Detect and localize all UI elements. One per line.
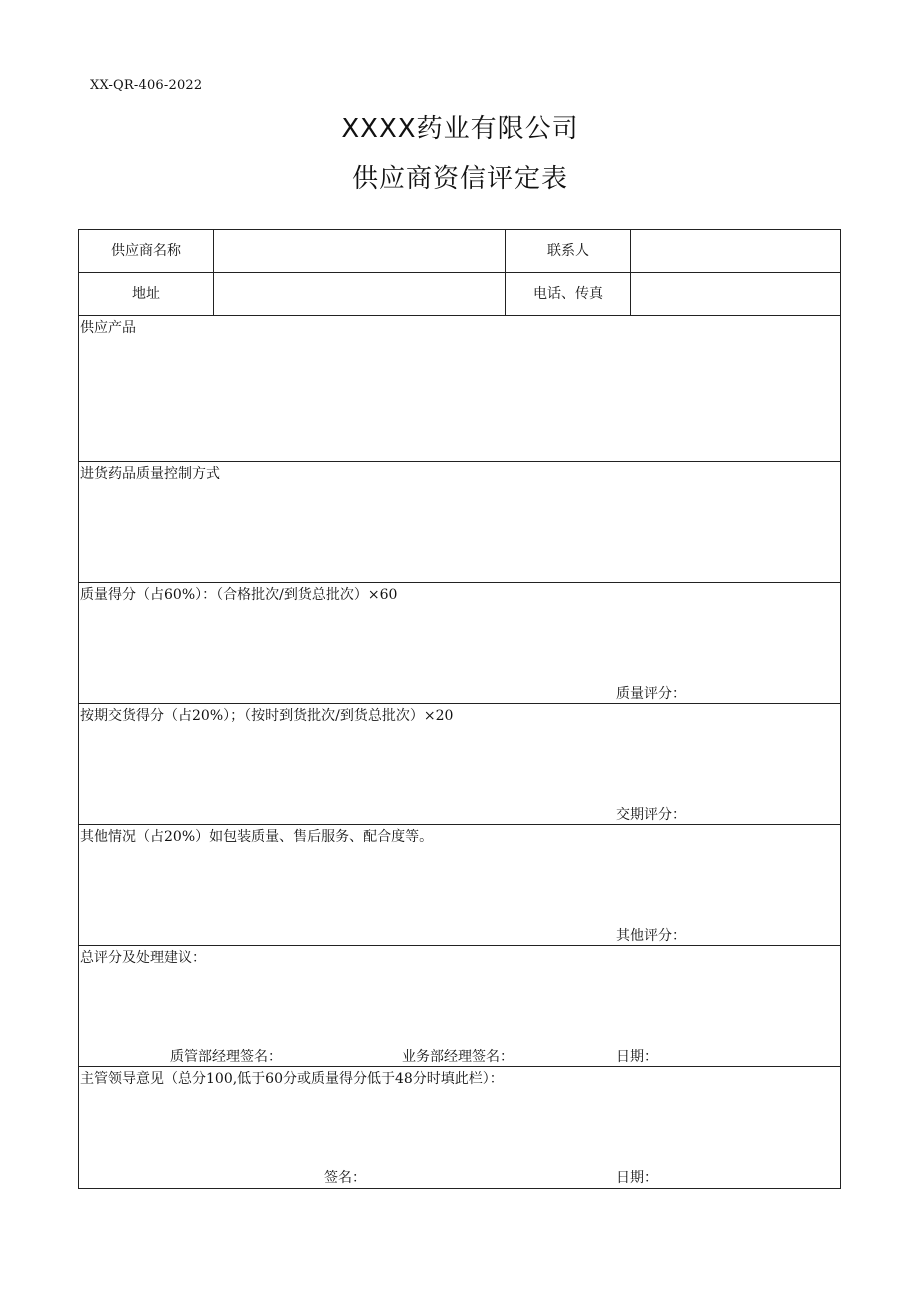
section-divider — [79, 824, 840, 825]
phone-fax-label: 电话、传真 — [533, 286, 603, 302]
section-divider — [79, 1066, 840, 1067]
other-score-heading: 其他情况（占20%）如包装质量、售后服务、配合度等。 — [80, 829, 434, 845]
section-divider — [79, 461, 840, 462]
supervisor-date-label: 日期： — [616, 1170, 658, 1186]
quality-score-label: 质量评分： — [616, 686, 686, 702]
company-title: XXXX药业有限公司 — [341, 114, 579, 144]
total-date-label: 日期： — [616, 1049, 658, 1065]
section-divider — [79, 703, 840, 704]
contact-field[interactable] — [631, 230, 840, 272]
quality-control-heading: 进货药品质量控制方式 — [80, 466, 220, 482]
supplier-name-field[interactable] — [214, 230, 504, 272]
supervisor-heading: 主管领导意见（总分100,低于60分或质量得分低于48分时填此栏）： — [80, 1071, 504, 1087]
address-label: 地址 — [132, 286, 160, 302]
delivery-score-label: 交期评分： — [616, 807, 686, 823]
row-divider — [79, 315, 840, 316]
quality-score-heading: 质量得分（占60%）：（合格批次/到货总批次）×60 — [80, 587, 398, 603]
supplier-evaluation-form — [78, 229, 841, 1189]
supervisor-signature-label: 签名： — [324, 1170, 366, 1186]
total-heading: 总评分及处理建议： — [80, 950, 206, 966]
section-divider — [79, 945, 840, 946]
qa-manager-signature-label: 质管部经理签名： — [170, 1049, 282, 1065]
other-score-label: 其他评分： — [616, 928, 686, 944]
section-divider — [79, 582, 840, 583]
document-code: XX-QR-406-2022 — [90, 78, 203, 93]
address-field[interactable] — [214, 273, 504, 315]
delivery-score-heading: 按期交货得分（占20%）；（按时到货批次/到货总批次）×20 — [80, 708, 454, 724]
phone-fax-field[interactable] — [631, 273, 840, 315]
form-title: 供应商资信评定表 — [351, 164, 568, 194]
supplier-name-label: 供应商名称 — [111, 243, 181, 259]
business-manager-signature-label: 业务部经理签名： — [402, 1049, 514, 1065]
products-heading: 供应产品 — [80, 320, 136, 336]
contact-label: 联系人 — [547, 243, 589, 259]
